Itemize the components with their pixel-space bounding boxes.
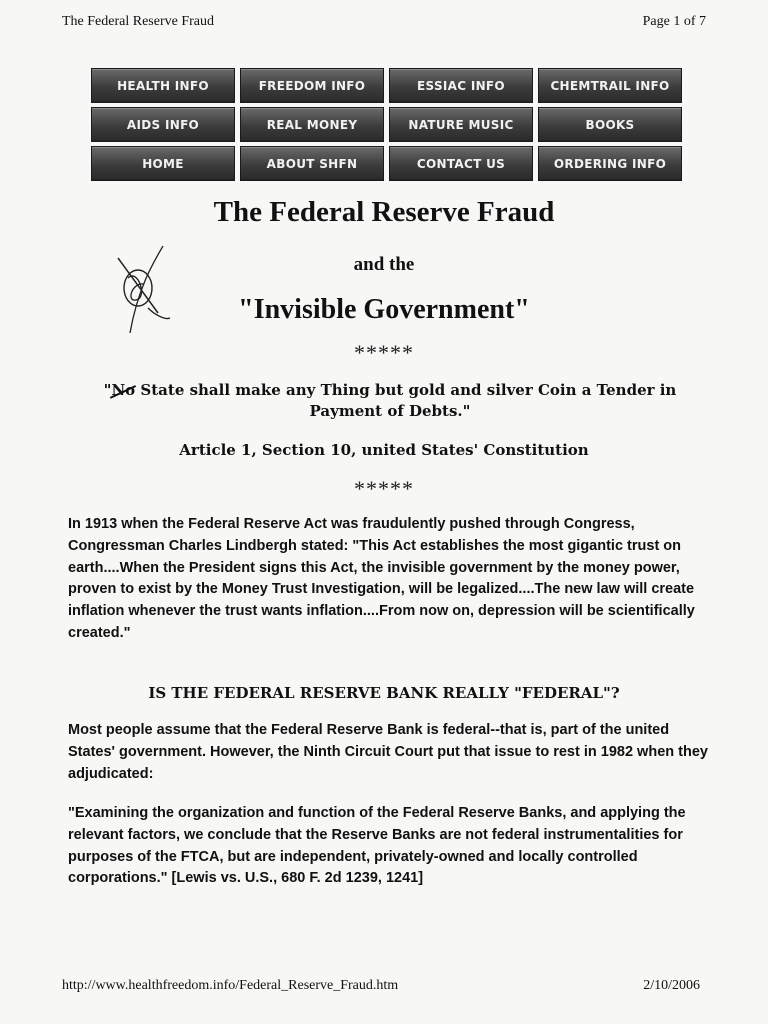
page-title: The Federal Reserve Fraud	[213, 196, 555, 228]
nav-books-button[interactable]: BOOKS	[538, 107, 682, 142]
struck-word: No	[111, 381, 136, 399]
handwritten-signature-mark	[108, 238, 178, 338]
quote-citation: Article 1, Section 10, united States' Constitution	[179, 441, 589, 459]
nav-button-grid	[91, 68, 682, 181]
star-divider: *****	[354, 340, 414, 365]
header-page-number: Page 1 of 7	[642, 14, 706, 29]
constitution-quote	[80, 380, 700, 422]
footer-date: 2/10/2006	[643, 978, 700, 993]
nav-freedom-info-button[interactable]: FREEDOM INFO	[240, 68, 384, 103]
header-doc-title: The Federal Reserve Fraud	[62, 14, 214, 29]
nav-nature-music-button[interactable]: NATURE MUSIC	[389, 107, 533, 142]
court-quote-paragraph: "Examining the organization and function of the Federal Reserve Banks, and applying the relevant factors, we conclude that the Reserve Banks are not federal instrumentalities for purposes of the FTCA, but are independent, privately-owned and locally controlled corporations." [Lewis vs. U.S., 680 F. 2d 1239, 1241]	[68, 805, 686, 887]
lindbergh-paragraph: In 1913 when the Federal Reserve Act was fraudulently pushed through Congress, Congressman Charles Lindbergh stated: "This Act establishes the most gigantic trust on earth....When the President signs this Act, the invisible government by the money power, proven to exist by the Money Trust Investigation, will be legalized....The new law will create inflation whenever the trust wants inflation....From now on, depression will be scientifically created."	[68, 516, 695, 641]
nav-aids-info-button[interactable]: AIDS INFO	[91, 107, 235, 142]
nav-real-money-button[interactable]: REAL MONEY	[240, 107, 384, 142]
nav-home-button[interactable]: HOME	[91, 146, 235, 181]
footer-url: http://www.healthfreedom.info/Federal_Reserve_Fraud.htm	[62, 978, 399, 993]
nav-contact-us-button[interactable]: CONTACT US	[389, 146, 533, 181]
assumption-paragraph: Most people assume that the Federal Reserve Bank is federal--that is, part of the united States' government. However, the Ninth Circuit Court put that issue to rest in 1982 when they adjudicated:	[68, 722, 708, 782]
star-divider: *****	[354, 476, 414, 501]
page-subtitle: "Invisible Government"	[238, 294, 530, 325]
nav-chemtrail-info-button[interactable]: CHEMTRAIL INFO	[538, 68, 682, 103]
nav-ordering-info-button[interactable]: ORDERING INFO	[538, 146, 682, 181]
title-connector: and the	[353, 254, 415, 275]
section-heading: IS THE FEDERAL RESERVE BANK REALLY "FEDERAL"?	[148, 684, 620, 702]
quote-open-mark: "	[103, 381, 112, 399]
nav-health-info-button[interactable]: HEALTH INFO	[91, 68, 235, 103]
nav-about-shfn-button[interactable]: ABOUT SHFN	[240, 146, 384, 181]
nav-essiac-info-button[interactable]: ESSIAC INFO	[389, 68, 533, 103]
quote-text: State shall make any Thing but gold and silver Coin a Tender in Payment of Debts."	[135, 381, 677, 420]
